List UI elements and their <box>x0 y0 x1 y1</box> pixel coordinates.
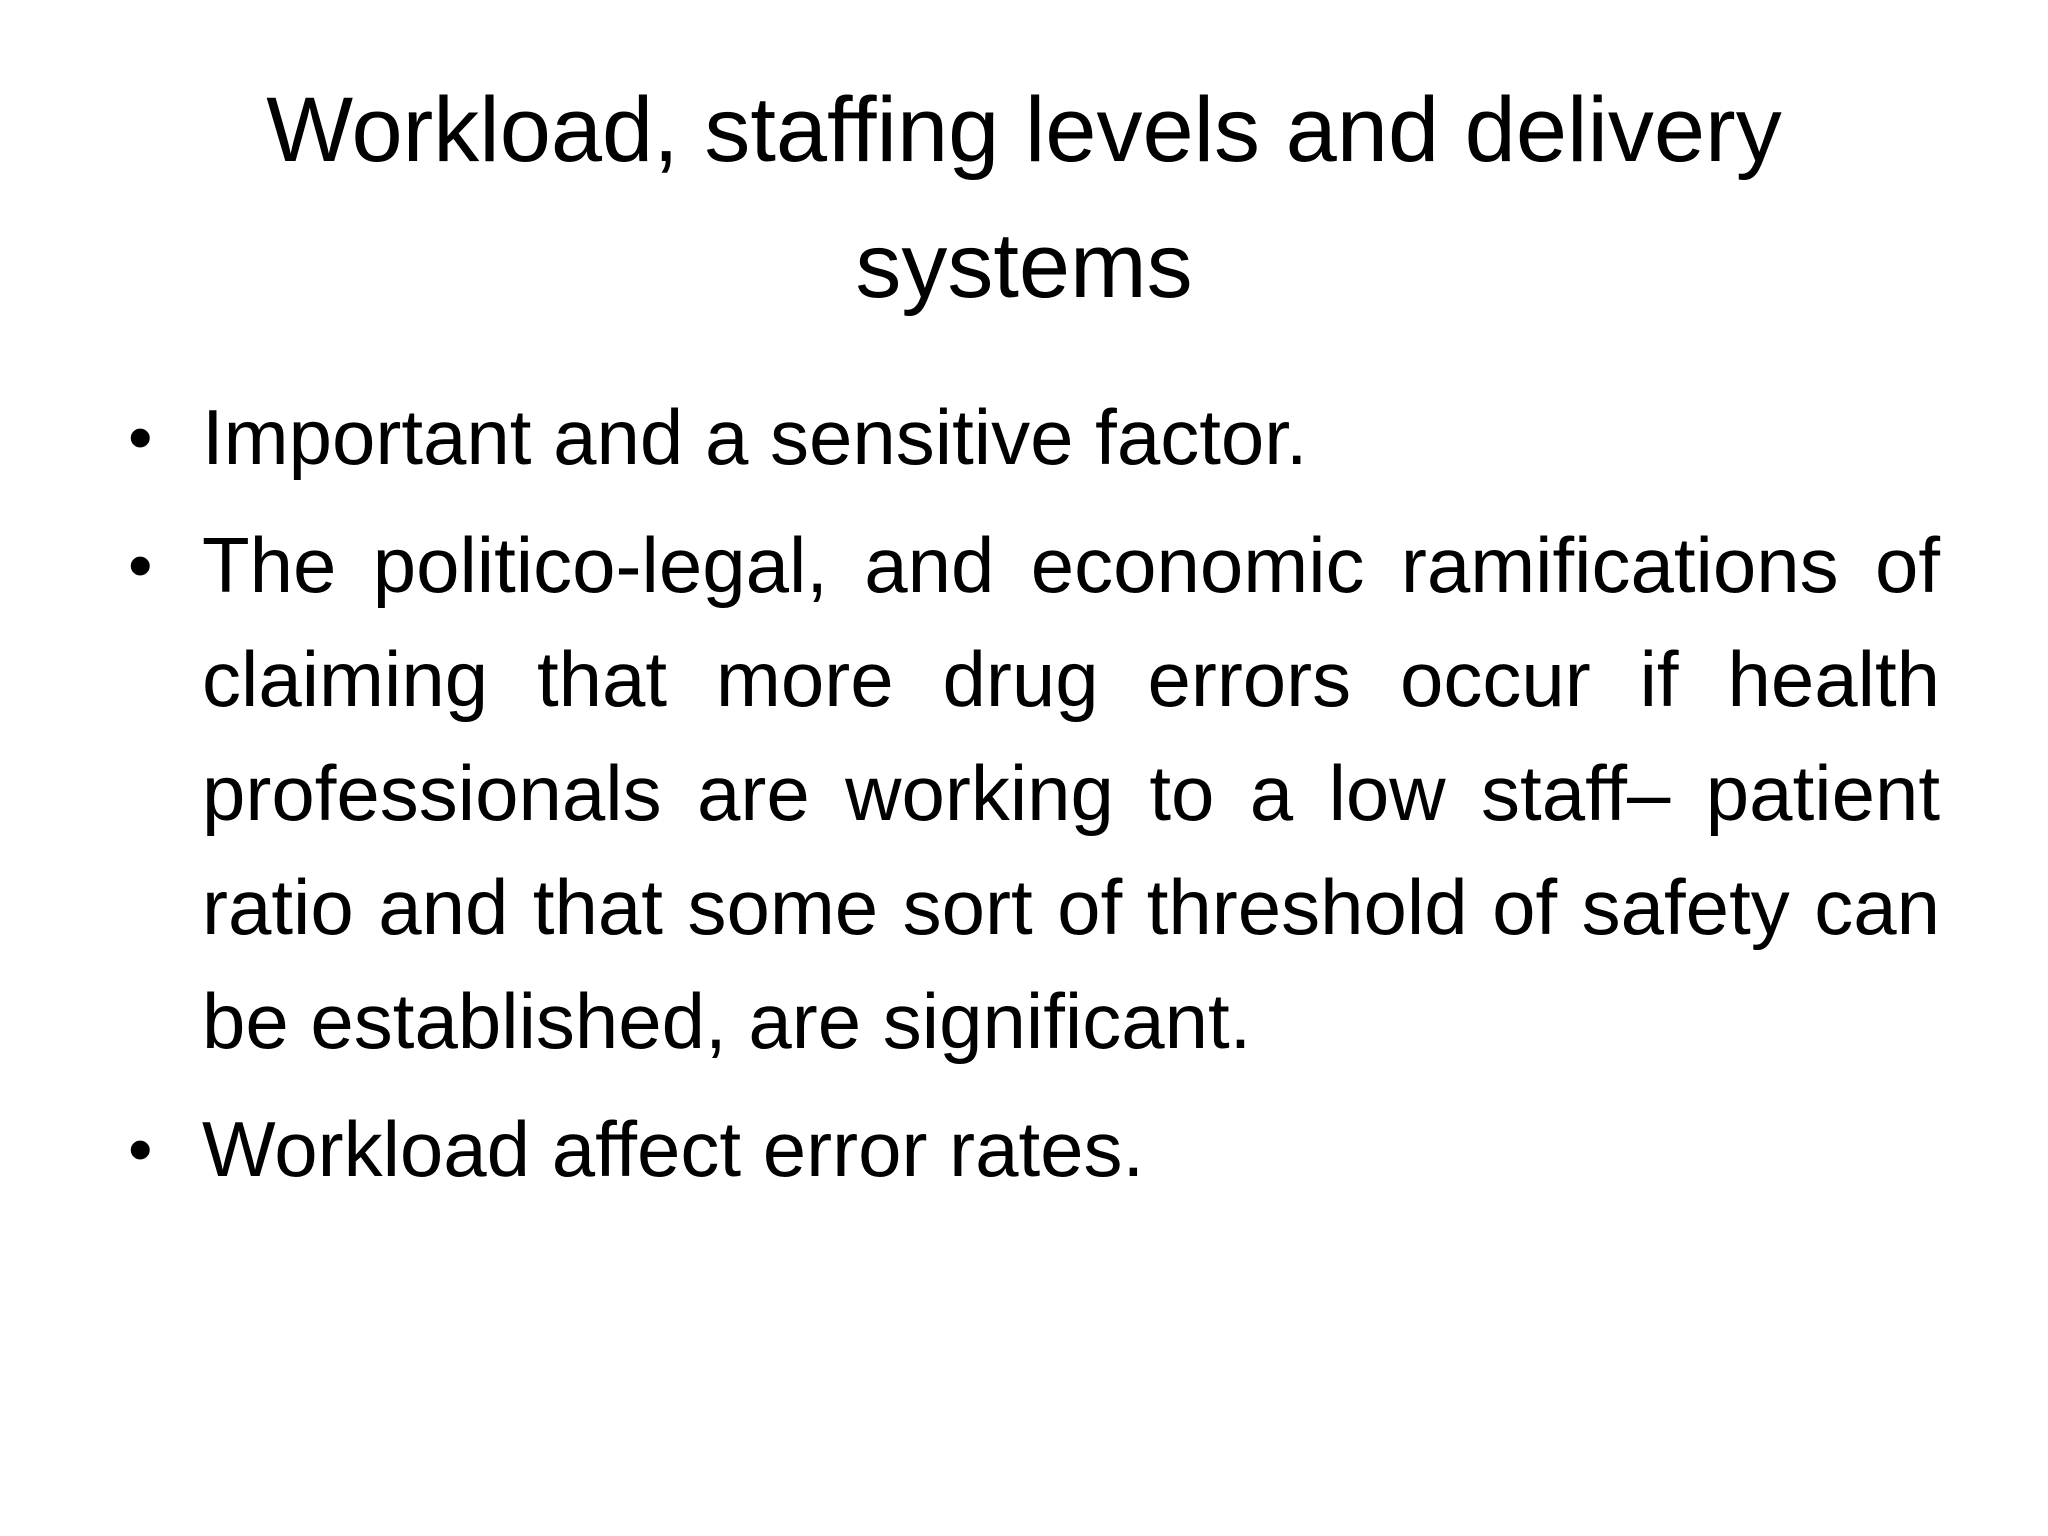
bullet-list <box>120 380 1940 1220</box>
bullet-icon: • <box>128 1110 153 1188</box>
bullet-icon: • <box>128 526 153 604</box>
bullet-text: Workload affect error rates. <box>202 1105 1145 1193</box>
bullet-item <box>120 380 1940 494</box>
bullet-text: Important and a sensitive factor. <box>202 393 1308 481</box>
slide-title: Workload, staffing levels and delivery systems <box>266 79 1782 317</box>
bullet-item <box>120 1092 1940 1206</box>
bullet-item <box>120 508 1940 1078</box>
bullet-icon: • <box>128 398 153 476</box>
bullet-text: The politico-legal, and economic ramifications of claiming that more drug errors occur if health professionals are working to a low staff– patient ratio and that some sort of threshold of safety can be established, are significant. <box>202 521 1940 1065</box>
